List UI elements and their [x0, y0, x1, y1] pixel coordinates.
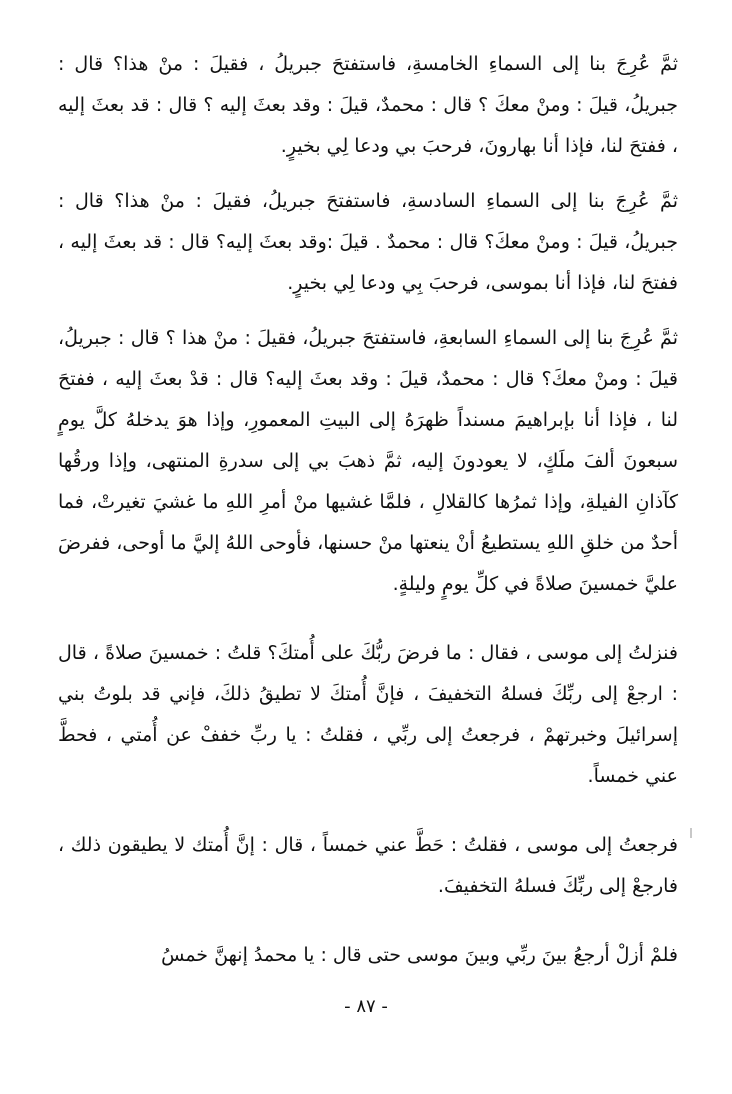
paragraph-seventh-heaven: ثمَّ عُرِجَ بنا إلى السماءِ السابعةِ، فاستفتحَ جبريلُ، فقيلَ : منْ هذا ؟ قال : جبريلُ، قيلَ : ومنْ معكَ؟ قال : محمدٌ، قيلَ : وقد بعثَ إليه؟ قال : قدْ بعثَ إليه ، ففتحَ لنا ، فإذا أنا بإبراهيمَ مسنداً ظهرَهُ إلى البيتِ المعمورِ، وإذا هوَ يدخلهُ كلَّ يومٍ سبعونَ ألفَ ملَكٍ، لا يعودونَ إليه، ثمَّ ذهبَ بي إلى سدرةِ المنتهى، وإذا ورقُها كآذانِ الفيلةِ، وإذا ثمرُها كالقلالِ ، فلمَّا غشيها منْ أمرِ اللهِ ما غشيَ تغيرتْ، فما أحدٌ من خلقِ اللهِ يستطيعُ أنْ ينعتها منْ حسنها، فأوحى اللهُ إليَّ ما أوحى، ففرضَ عليَّ خمسينَ صلاةً في كلِّ يومٍ وليلةٍ. [58, 327, 678, 595]
paragraph-continued: فلمْ أزلْ أرجعُ بينَ ربِّي وبينَ موسى حتى قال : يا محمدُ إنهنَّ خمسُ [161, 944, 678, 966]
paragraph-sixth-heaven: ثمَّ عُرِجَ بنا إلى السماءِ السادسةِ، فاستفتحَ جبريلُ، فقيلَ : منْ هذا؟ قال : جبريلُ، قيلَ : ومنْ معكَ؟ قال : محمدٌ . قيلَ :وقد بعثَ إليه؟ قال : قد بعثَ إليه ، ففتحَ لنا، فإذا أنا بموسى، فرحبَ بِي ودعا لِي بخيرٍ. [58, 190, 678, 294]
page-number: - ٨٧ - [344, 996, 388, 1017]
paragraph-fifth-heaven: ثمَّ عُرِجَ بنا إلى السماءِ الخامسةِ، فاستفتحَ جبريلُ ، فقيلَ : منْ هذا؟ قال : جبريلُ، قيلَ : ومنْ معكَ ؟ قال : محمدٌ، قيلَ : وقد بعثَ إليه ؟ قال : قد بعثَ إليه ، ففتحَ لنا، فإذا أنا بهارونَ، فرحبَ بي ودعا لِي بخيرٍ. [58, 53, 678, 157]
scan-speck [690, 828, 692, 838]
document-page [58, 44, 678, 1044]
paragraph-second-return: فرجعتُ إلى موسى ، فقلتُ : حَطَّ عني خمساً ، قال : إنَّ أُمتك لا يطيقون ذلك ، فارجعْ إلى ربِّكَ فسلهُ التخفيفَ. [58, 834, 678, 897]
paragraph-return-to-musa: فنزلتُ إلى موسى ، فقال : ما فرضَ ربُّكَ على أُمتكَ؟ قلتُ : خمسينَ صلاةً ، قال : ارجعْ إلى ربِّكَ فسلهُ التخفيفَ ، فإنَّ أُمتكَ لا تطيقُ ذلكَ، فإني قد بلوتُ بني إسرائيلَ وخبرتهمْ ، فرجعتُ إلى ربِّي ، فقلتُ : يا ربِّ خففْ عن أُمتي ، فحطَّ عني خمساً. [58, 642, 678, 787]
